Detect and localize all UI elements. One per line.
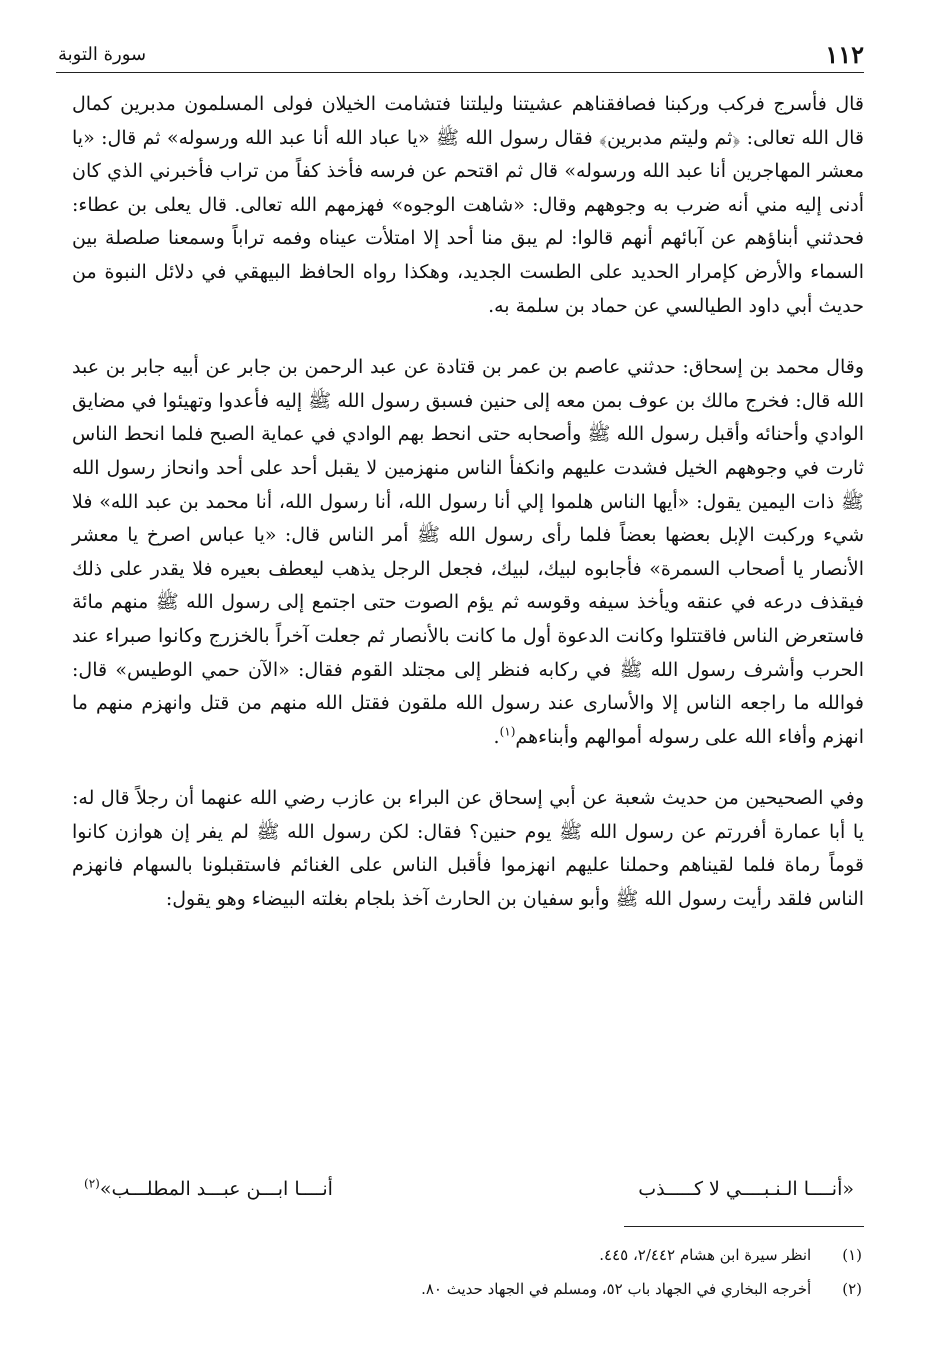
footnote-text: انظر سيرة ابن هشام ٢/٤٤٢، ٤٤٥. — [599, 1246, 812, 1264]
page-header — [56, 40, 864, 73]
verse-first-hemistich: «أنــــا الـنـبــــي لا كـــــذب — [638, 1178, 854, 1200]
footnote-2 — [200, 1272, 862, 1306]
running-title: سورة التوبة — [58, 44, 147, 65]
paragraph-2-end: . — [493, 725, 500, 748]
paragraph-3-text: وفي الصحيحين من حديث شعبة عن أبي إسحاق عن البراء بن عازب رضي الله عنهما أن رجلاً قال له: يا أبا عمارة أفررتم عن رسول الله ﷺ يوم حنين؟ فقال: لكن رسول الله ﷺ لم يفر إن هوازن كانوا قوماً رماة فلما لقيناهم وحملنا عليهم انهزموا فأقبل الناس على الغنائم فاستقبلونا بالسهام فانهزم الناس فلقد رأيت رسول الله ﷺ وأبو سفيان بن الحارث آخذ بلجام بغلته البيضاء وهو يقول: — [72, 787, 864, 911]
footnote-text: أخرجه البخاري في الجهاد باب ٥٢، ومسلم في الجهاد حديث ٨٠. — [421, 1280, 812, 1298]
paragraph-3 — [72, 782, 864, 916]
footnote-ref-1[interactable]: (١) — [499, 724, 516, 739]
verse-second-hemistich — [84, 1178, 333, 1200]
paragraph-1-text: قال فأسرج فركب وركبنا فصافقناهم عشيتنا وليلتنا فتشامت الخيلان فولى المسلمون مدبرين كمال قال الله تعالى: ﴿ثم وليتم مدبرين﴾ فقال رسول الله ﷺ «يا عباد الله أنا عبد الله ورسوله» ثم قال: «يا معشر المهاجرين أنا عبد الله ورسوله» قال ثم اقتحم عن فرسه فأخذ كفاً من تراب فأخبرني الذي كان أدنى إليه مني أنه ضرب به وجوههم وقال: «شاهت الوجوه» فهزمهم الله تعالى. قال يعلى بن عطاء: فحدثني أبناؤهم عن آبائهم أنهم قالوا: لم يبق منا أحد إلا امتلأت عيناه وفمه تراباً وسمعنا صلصلة بين السماء والأرض كإمرار الحديد على الطست الجديد، وهكذا رواه الحافظ البيهقي في دلائل النبوة من حديث أبي داود الطيالسي عن حماد بن سلمة به. — [72, 93, 865, 317]
paragraph-1 — [72, 88, 864, 323]
footnotes — [200, 1238, 862, 1306]
footnote-separator — [624, 1226, 864, 1227]
poetry-verse — [84, 1178, 854, 1214]
paragraph-2 — [72, 351, 864, 754]
main-text — [72, 88, 864, 917]
page-number: ١١٢ — [825, 40, 864, 69]
footnote-ref-2[interactable]: (٢) — [84, 1176, 100, 1191]
verse-second-hemistich-text: أنــــا ابـــن عبـــد المطلـــب» — [99, 1178, 333, 1200]
paragraph-2-text: وقال محمد بن إسحاق: حدثني عاصم بن عمر بن قتادة عن عبد الرحمن بن جابر عن أبيه جابر بن عبد الله قال: فخرج مالك بن عوف بمن معه إلى حنين فسبق رسول الله ﷺ إليه فأعدوا وتهيئوا في مضايق الوادي وأحنائه وأقبل رسول الله ﷺ وأصحابه حتى انحط بهم الوادي في عماية الصبح فلما انحط الناس ثارت في وجوههم الخيل فشدت عليهم وانكفأ الناس منهزمين لا يقبل أحد على أحد وانحاز رسول الله ﷺ ذات اليمين يقول: «أيها الناس هلموا إلي أنا رسول الله، أنا رسول الله، أنا محمد بن عبد الله» فلا شيء وركبت الإبل بعضها بعضاً فلما رأى رسول الله ﷺ أمر الناس قال: «يا عباس اصرخ يا معشر الأنصار يا أصحاب السمرة» فأجابوه لبيك، لبيك، فجعل الرجل يذهب ليعطف بعيره فلا يقدر على ذلك فيقذف درعه في عنقه ويأخذ سيفه وقوسه ثم يؤم الصوت حتى اجتمع إلى رسول الله ﷺ منهم مائة فاستعرض الناس فاقتتلوا وكانت الدعوة أول ما كانت بالأنصار ثم جعلت آخراً بالخزرج وكانوا صبراء عند الحرب وأشرف رسول الله ﷺ في ركابه فنظر إلى مجتلد القوم فقال: «الآن حمي الوطيس» قال: فوالله ما راجعه الناس إلا والأسارى عند رسول الله ملقون فقتل الله منهم من قتل وانهزم منهم ما انهزم وأفاء الله على رسوله أموالهم وأبناءهم — [72, 356, 865, 748]
footnote-number: (١) — [842, 1246, 862, 1264]
footnote-number: (٢) — [842, 1280, 862, 1298]
footnote-1 — [200, 1238, 862, 1272]
